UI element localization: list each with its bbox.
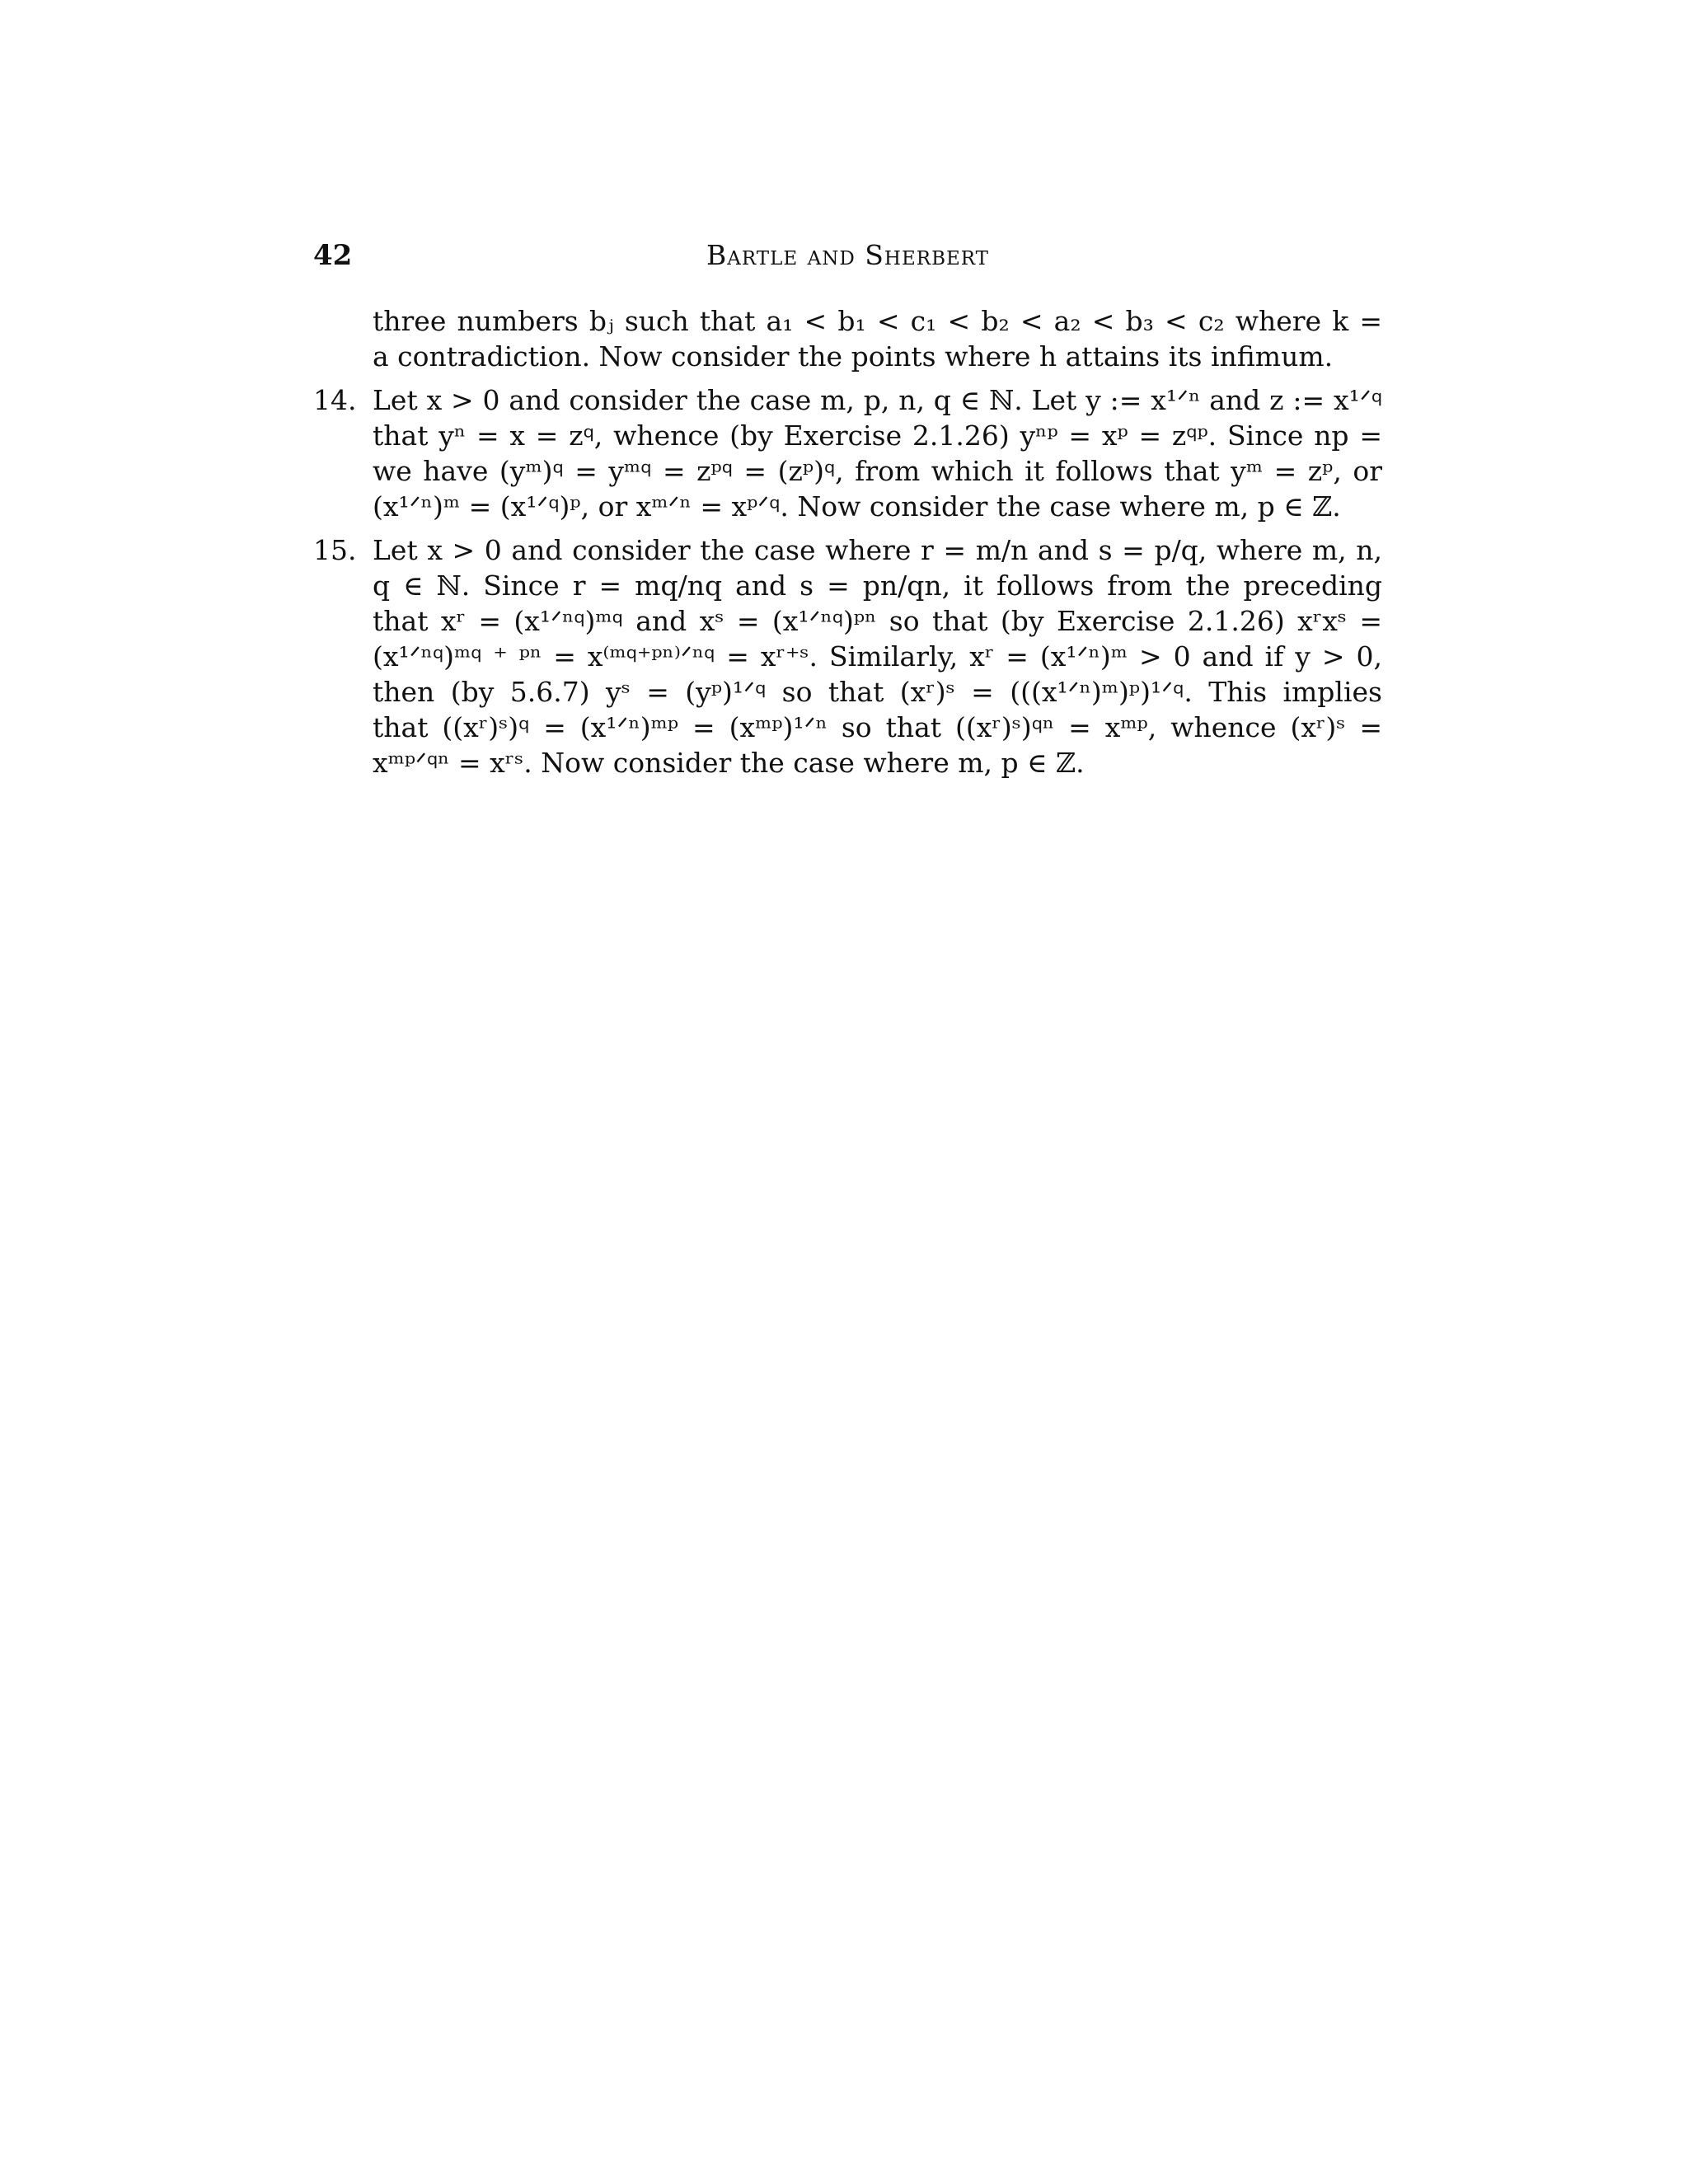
text-line: (x¹ᐟⁿ)ᵐ = (x¹ᐟ𐞥)ᵖ, or xᵐᐟⁿ = xᵖᐟ𐞥. Now consider the case where m, p ∈ ℤ. — [373, 490, 1341, 523]
page-number: 42 — [313, 239, 353, 272]
page-header — [313, 237, 1382, 274]
text-line: then (by 5.6.7) yˢ = (yᵖ)¹ᐟ𐞥 so that (xʳ)ˢ = (((x¹ᐟⁿ)ᵐ)ᵖ)¹ᐟ𐞥. This implies — [373, 676, 1382, 708]
list-item-14 — [313, 382, 1382, 524]
text-line: (x¹ᐟⁿ𐞥)ᵐ𐞥 ⁺ ᵖⁿ = x⁽ᵐ𐞥⁺ᵖⁿ⁾ᐟⁿ𐞥 = xʳ⁺ˢ. Similarly, xʳ = (x¹ᐟⁿ)ᵐ > 0 and if y > 0, — [373, 640, 1382, 673]
text-line: that ((xʳ)ˢ)𐞥 = (x¹ᐟⁿ)ᵐᵖ = (xᵐᵖ)¹ᐟⁿ so that ((xʳ)ˢ)𐞥ⁿ = xᵐᵖ, whence (xʳ)ˢ = — [373, 711, 1382, 743]
item-label: 15. — [313, 534, 357, 566]
text-line: a contradiction. Now consider the points where h attains its infimum. — [373, 340, 1334, 373]
continuation-paragraph — [313, 303, 1382, 374]
body-text — [313, 303, 1382, 780]
running-head: Bartle and Sherbert — [706, 239, 990, 271]
text-line: q ∈ ℕ. Since r = mq/nq and s = pn/qn, it follows from the preceding — [373, 569, 1382, 602]
list-item-15 — [313, 532, 1382, 780]
item-label: 14. — [313, 384, 357, 416]
text-line — [313, 532, 1382, 568]
text-line: that yⁿ = x = z𐞥, whence (by Exercise 2.1.26) yⁿᵖ = xᵖ = z𐞥ᵖ. Since np = — [373, 419, 1382, 452]
text-line: xᵐᵖᐟ𐞥ⁿ = xʳˢ. Now consider the case where m, p ∈ ℤ. — [373, 747, 1085, 779]
item-text: Let x > 0 and consider the case m, p, n, q ∈ ℕ. Let y := x¹ᐟⁿ and z := x¹ᐟ𐞥 — [373, 384, 1382, 416]
text-line — [313, 382, 1382, 418]
text-line: that xʳ = (x¹ᐟⁿ𐞥)ᵐ𐞥 and xˢ = (x¹ᐟⁿ𐞥)ᵖⁿ so that (by Exercise 2.1.26) xʳxˢ = — [373, 605, 1382, 637]
text-line: three numbers bⱼ such that a₁ < b₁ < c₁ < b₂ < a₂ < b₃ < c₂ where k = — [373, 305, 1382, 337]
item-text: Let x > 0 and consider the case where r = m/n and s = p/q, where m, n, — [373, 534, 1382, 566]
text-line: we have (yᵐ)𐞥 = yᵐ𐞥 = zᵖ𐞥 = (zᵖ)𐞥, from which it follows that yᵐ = zᵖ, or — [373, 455, 1382, 487]
